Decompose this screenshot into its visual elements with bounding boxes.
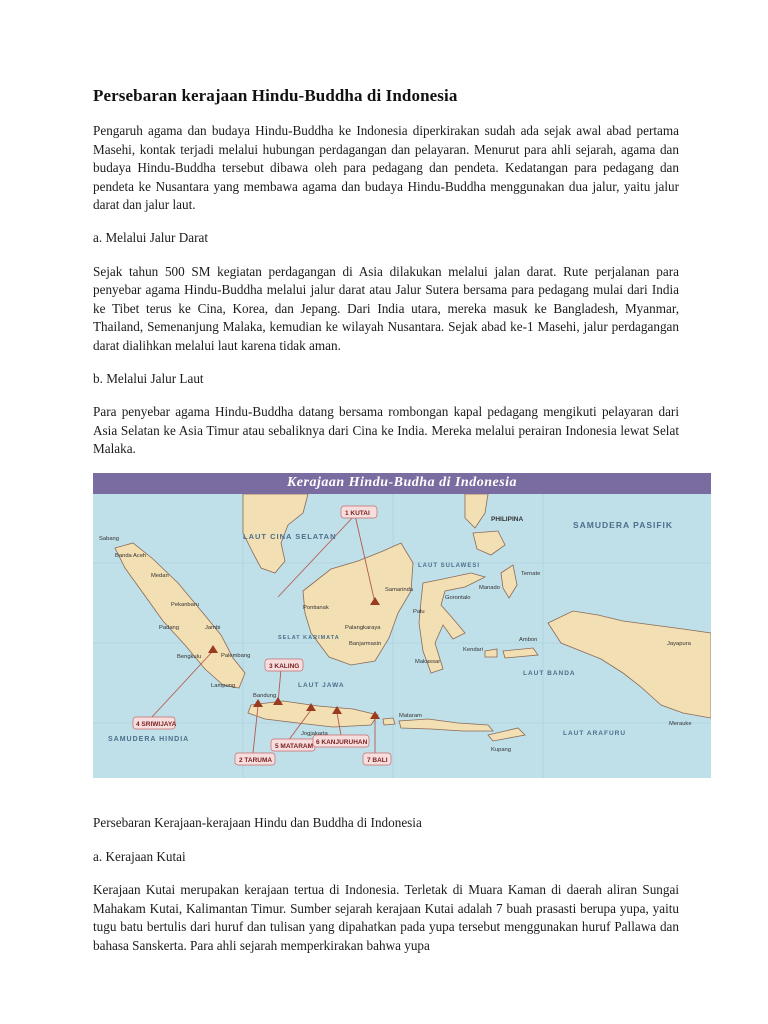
label-kutai: 1 KUTAI <box>345 509 370 517</box>
label-pacific: SAMUDERA PASIFIK <box>573 519 674 530</box>
label-samarinda: Samarinda <box>385 586 414 593</box>
kutai-heading: a. Kerajaan Kutai <box>93 848 186 864</box>
document-heading: Persebaran kerajaan Hindu-Buddha di Indonesia <box>93 86 458 105</box>
label-banjarmasin: Banjarmasin <box>349 640 382 647</box>
subheading: Persebaran Kerajaan-kerajaan Hindu dan Buddha di Indonesia <box>93 814 422 830</box>
label-indian-ocean: SAMUDERA HINDIA <box>108 735 190 743</box>
label-gorontalo: Gorontalo <box>445 594 471 601</box>
label-pekanbaru: Pekanbaru <box>171 601 200 608</box>
label-karimata-strait: SELAT KARIMATA <box>278 634 340 641</box>
label-banda-sea: LAUT BANDA <box>523 669 576 677</box>
kingdom-map <box>93 473 711 778</box>
label-kendari: Kendari <box>463 646 483 653</box>
label-south-china-sea: LAUT CINA SELATAN <box>243 531 337 541</box>
map-title: Kerajaan Hindu-Budha di Indonesia <box>286 474 518 490</box>
section-a-paragraph: Sejak tahun 500 SM kegiatan perdagangan di Asia dilakukan melalui jalan darat. Rute perjalanan para penyebar agama Hindu-Buddha melalui jalur darat atau Jalur Sutera bersama para pedagang mulai dari India ke Tibet terus ke Cina, Korea, dan Jepang. Dari India utara, mereka masuk ke Bangladesh, Myanmar, Thailand, Semenanjung Malaka, kemudian ke wilayah Nusantara. Sejak abad ke-1 Masehi, jalur perdagangan darat dialihkan melalui laut karena tidak aman. <box>93 263 679 353</box>
kutai-paragraph: Kerajaan Kutai merupakan kerajaan tertua di Indonesia. Terletak di Muara Kaman di daerah aliran Sungai Mahakam Kutai, Kalimantan Timur. Sumber sejarah kerajaan Kutai adalah 7 buah prasasti berupa yupa, yaitu tugu batu bertulis dari huruf dan tulisan yang dipahatkan pada yupa tersebut menggunakan huruf Pallawa dan bahasa Sanskerta. Para ahli sejarah memperkirakan bahwa yupa <box>93 882 679 953</box>
label-sabang: Sabang <box>99 535 119 542</box>
section-b-paragraph: Para penyebar agama Hindu-Buddha datang bersama rombongan kapal pedagang mengikuti pelayaran dari Asia Selatan ke Asia Timur atau sebaliknya dari Cina ke India. Mereka melalui perairan Indonesia lewat Selat Malaka. <box>93 404 679 457</box>
label-palangkaraya: Palangkaraya <box>345 624 381 631</box>
section-b-heading: b. Melalui Jalur Laut <box>93 370 204 386</box>
label-bandung: Bandung <box>253 692 277 699</box>
label-bengkulu: Bengkulu <box>177 653 202 660</box>
section-a-heading: a. Melalui Jalur Darat <box>93 229 208 245</box>
label-mataram: 5 MATARAM <box>275 742 314 750</box>
label-manado: Manado <box>479 584 500 591</box>
label-bali: 7 BALI <box>367 756 388 764</box>
label-kupang: Kupang <box>491 746 511 753</box>
label-makassar: Makassar <box>415 658 441 665</box>
label-kanjuruhan: 6 KANJURUHAN <box>316 738 368 746</box>
label-sulawesi-sea: LAUT SULAWESI <box>418 562 480 569</box>
label-java-sea: LAUT JAWA <box>298 681 345 689</box>
label-merauke: Merauke <box>669 720 692 727</box>
label-jogjakarta: Jogjakarta <box>301 730 328 737</box>
label-sriwijaya: 4 SRIWIJAYA <box>136 720 177 728</box>
label-philippines: PHILIPINA <box>491 515 524 523</box>
label-jambi: Jambi <box>205 624 221 631</box>
label-jayapura: Jayapura <box>667 640 691 647</box>
label-ternate: Ternate <box>521 570 541 577</box>
map-graphic <box>93 473 711 778</box>
label-palembang: Palembang <box>221 652 251 659</box>
label-palu: Palu <box>413 608 425 615</box>
label-mataram-city: Mataram <box>399 712 422 719</box>
intro-paragraph: Pengaruh agama dan budaya Hindu-Buddha ke Indonesia diperkirakan sudah ada sejak awal abad pertama Masehi, kontak terjadi melalui hubungan perdagangan dan pelayaran. Menurut para ahli sejarah, agama dan budaya Hindu-Buddha tersebut dibawa oleh para pedagang dan pendeta. Kedatangan para pedagang dan pendeta ke Nusantara yang membawa agama dan budaya Hindu-Buddha menggunakan dua jalur, yaitu jalur darat dan jalur laut. <box>93 123 679 213</box>
label-lampung: Lampung <box>211 682 236 689</box>
label-pontianak: Pontianak <box>303 604 329 611</box>
label-ambon: Ambon <box>519 636 538 643</box>
label-padang: Padang <box>159 624 179 631</box>
label-medan: Medan <box>151 572 169 579</box>
document-content <box>93 86 692 969</box>
label-arafura-sea: LAUT ARAFURU <box>563 729 627 737</box>
label-taruma: 2 TARUMA <box>239 756 273 764</box>
label-kaling: 3 KALING <box>269 662 300 670</box>
label-banda-aceh: Banda Aceh <box>115 552 147 559</box>
land-bali <box>383 718 395 725</box>
